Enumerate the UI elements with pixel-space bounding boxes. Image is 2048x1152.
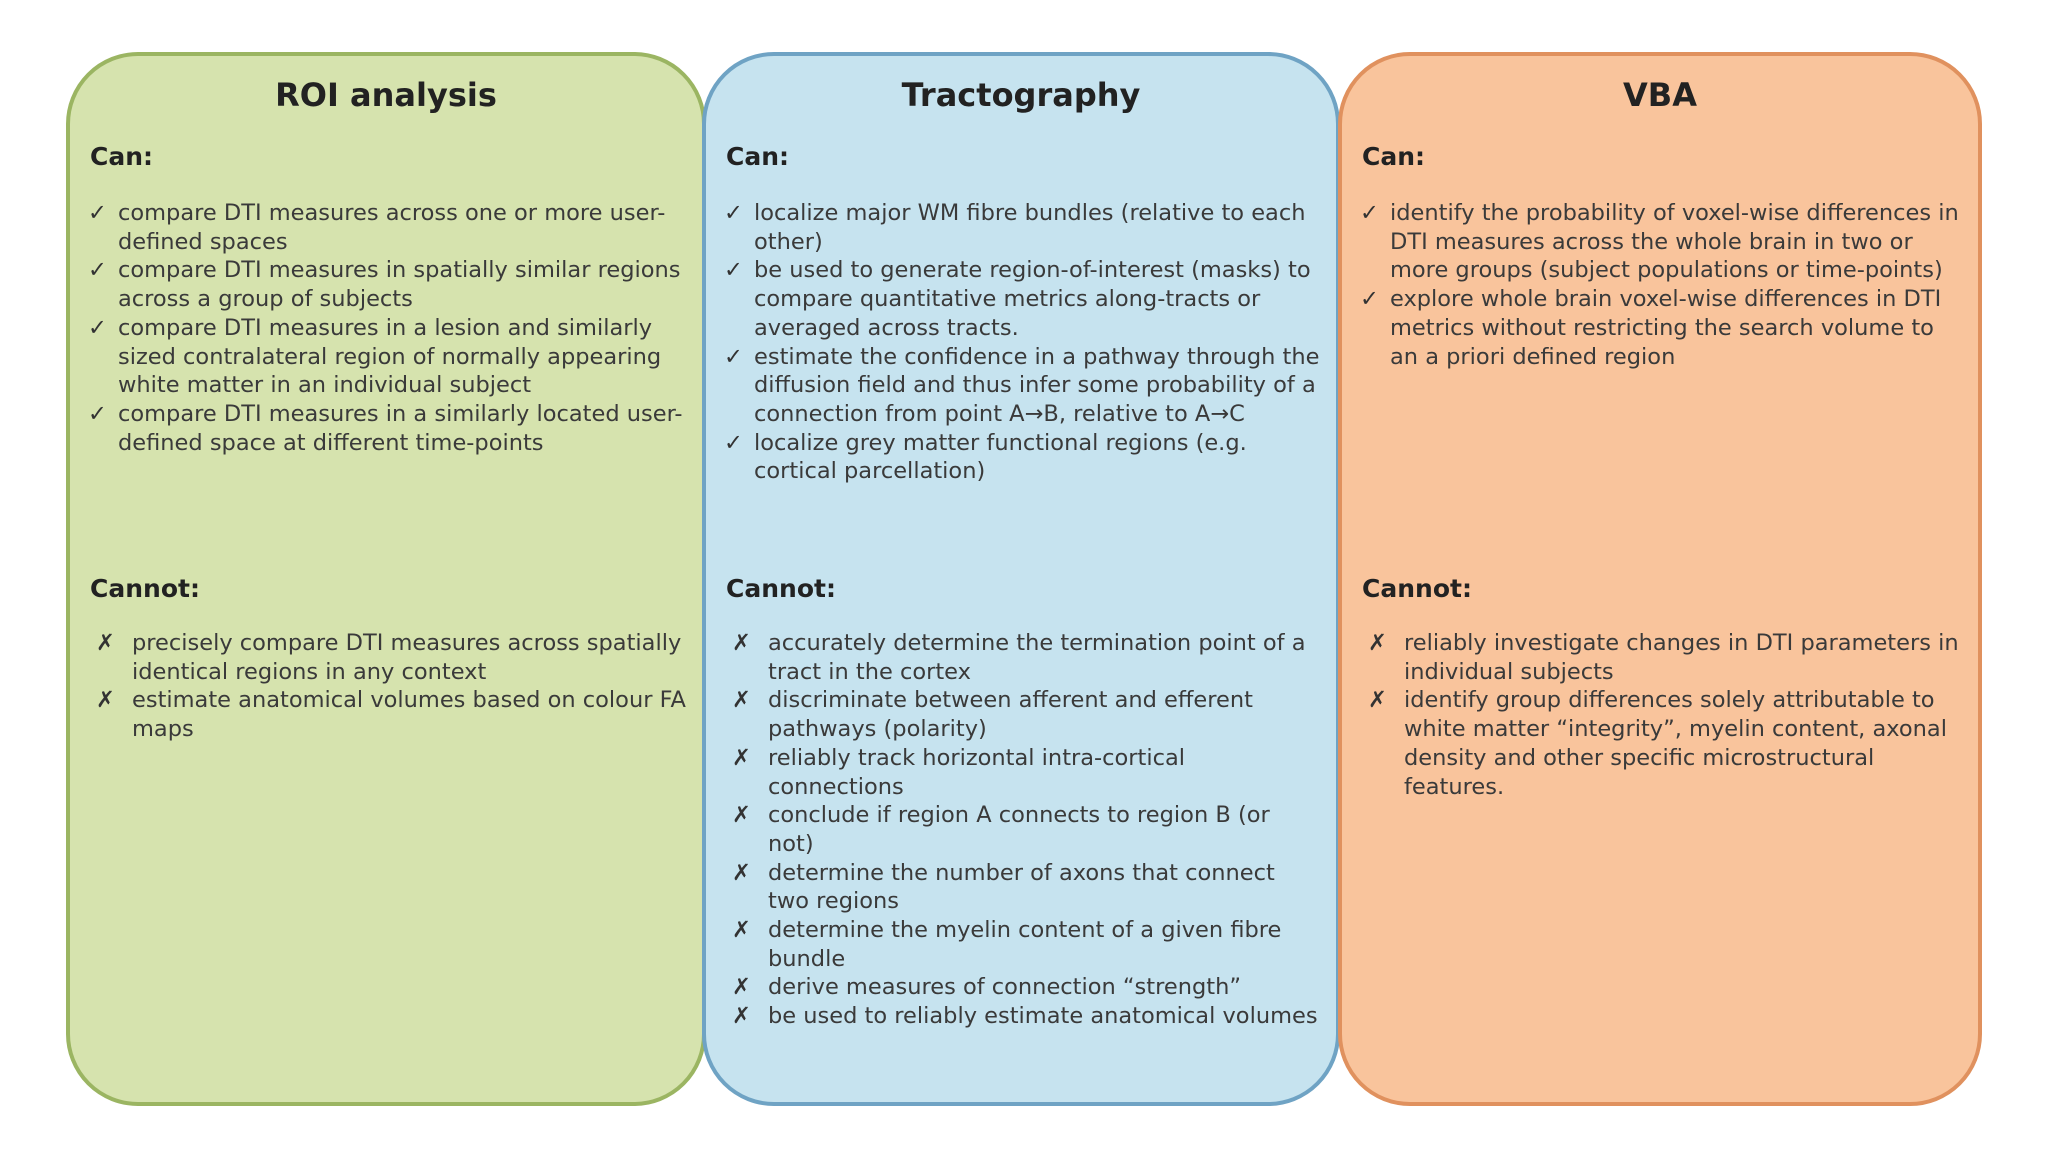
item-text: estimate the confidence in a pathway through the diffusion field and thus infer some probability of a connection from point A→B, relative to A→C	[754, 343, 1320, 427]
item-text: be used to generate region-of-interest (masks) to compare quantitative metrics along-tracts or averaged across tracts.	[754, 257, 1311, 341]
item-text: explore whole brain voxel-wise differences in DTI metrics without restricting the search volume to an a priori defined region	[1390, 286, 1942, 370]
check-icon: ✓	[88, 200, 107, 226]
item-text: derive measures of connection “strength”	[768, 974, 1241, 1001]
check-icon: ✓	[88, 400, 107, 427]
item-text: determine the myelin content of a given fibre bundle	[768, 917, 1282, 972]
panel-title: ROI analysis	[275, 76, 497, 114]
cannot-list	[1360, 629, 1964, 801]
item-text: precisely compare DTI measures across spatially identical regions in any context	[132, 630, 682, 685]
check-icon: ✓	[88, 314, 107, 341]
can-item	[724, 199, 1322, 256]
cannot-item	[724, 744, 1322, 801]
item-text: reliably track horizontal intra-cortical connections	[768, 744, 1186, 800]
cross-icon: ✗	[732, 917, 751, 944]
cannot-item	[724, 801, 1322, 858]
cannot-heading: Cannot:	[726, 574, 836, 603]
can-item	[88, 256, 688, 313]
cannot-item	[724, 973, 1322, 1002]
cannot-item	[724, 916, 1322, 973]
cross-icon: ✗	[96, 687, 115, 714]
panel-roi-analysis	[66, 52, 706, 1106]
item-text: be used to reliably estimate anatomical volumes	[768, 1003, 1318, 1030]
can-item	[88, 314, 688, 400]
cannot-item	[88, 686, 688, 743]
cross-icon: ✗	[1368, 630, 1387, 656]
can-list	[724, 199, 1322, 486]
check-icon: ✓	[724, 200, 743, 226]
item-text: identify group differences solely attributable to white matter “integrity”, myelin content, axonal density and other specific microstructural features.	[1404, 687, 1947, 800]
cannot-item	[724, 686, 1322, 743]
item-text: discriminate between afferent and efferent pathways (polarity)	[768, 687, 1253, 743]
cannot-item	[724, 1002, 1322, 1031]
cross-icon: ✗	[732, 859, 751, 886]
cross-icon: ✗	[732, 974, 751, 1001]
panel-title: Tractography	[901, 76, 1141, 114]
item-text: compare DTI measures in a similarly located user-defined space at different time-points	[118, 400, 683, 456]
can-item	[1360, 285, 1964, 371]
cross-icon: ✗	[1368, 687, 1387, 714]
can-heading: Can:	[726, 142, 790, 171]
cross-icon: ✗	[732, 1003, 751, 1030]
item-text: localize grey matter functional regions (e.g. cortical parcellation)	[754, 429, 1247, 485]
item-text: accurately determine the termination point of a tract in the cortex	[768, 630, 1306, 685]
can-list	[1360, 199, 1964, 371]
panel-vba	[1338, 52, 1982, 1106]
cannot-item	[724, 629, 1322, 686]
can-item	[724, 429, 1322, 486]
cross-icon: ✗	[96, 630, 115, 656]
item-text: conclude if region A connects to region B (or not)	[768, 802, 1270, 857]
can-item	[1360, 199, 1964, 285]
cross-icon: ✗	[732, 630, 751, 656]
check-icon: ✓	[724, 429, 743, 456]
item-text: determine the number of axons that connect two regions	[768, 859, 1275, 915]
check-icon: ✓	[1360, 286, 1379, 313]
cannot-item	[88, 629, 688, 686]
can-item	[724, 343, 1322, 429]
cross-icon: ✗	[732, 802, 751, 829]
check-icon: ✓	[88, 257, 107, 284]
panel-title: VBA	[1623, 76, 1697, 114]
item-text: compare DTI measures across one or more user-defined spaces	[118, 200, 666, 255]
cannot-list	[724, 629, 1322, 1031]
cannot-heading: Cannot:	[90, 574, 200, 603]
can-heading: Can:	[90, 142, 154, 171]
item-text: compare DTI measures in spatially similar regions across a group of subjects	[118, 257, 681, 313]
panel-tractography	[702, 52, 1340, 1106]
can-item	[88, 400, 688, 457]
item-text: reliably investigate changes in DTI parameters in individual subjects	[1404, 630, 1959, 685]
item-text: compare DTI measures in a lesion and similarly sized contralateral region of normally appearing white matter in an individual subject	[118, 314, 662, 399]
check-icon: ✓	[1360, 200, 1379, 226]
can-heading: Can:	[1362, 142, 1426, 171]
can-list	[88, 199, 688, 457]
cross-icon: ✗	[732, 744, 751, 771]
cannot-list	[88, 629, 688, 744]
cannot-item	[1360, 629, 1964, 686]
item-text: identify the probability of voxel-wise differences in DTI measures across the whole brain in two or more groups (subject populations or time-points)	[1390, 200, 1959, 284]
item-text: localize major WM fibre bundles (relative to each other)	[754, 200, 1306, 255]
can-item	[724, 256, 1322, 342]
check-icon: ✓	[724, 343, 743, 370]
cannot-item	[724, 859, 1322, 916]
item-text: estimate anatomical volumes based on colour FA maps	[132, 687, 686, 743]
cannot-heading: Cannot:	[1362, 574, 1472, 603]
cannot-item	[1360, 686, 1964, 801]
can-item	[88, 199, 688, 256]
check-icon: ✓	[724, 257, 743, 284]
cross-icon: ✗	[732, 687, 751, 714]
